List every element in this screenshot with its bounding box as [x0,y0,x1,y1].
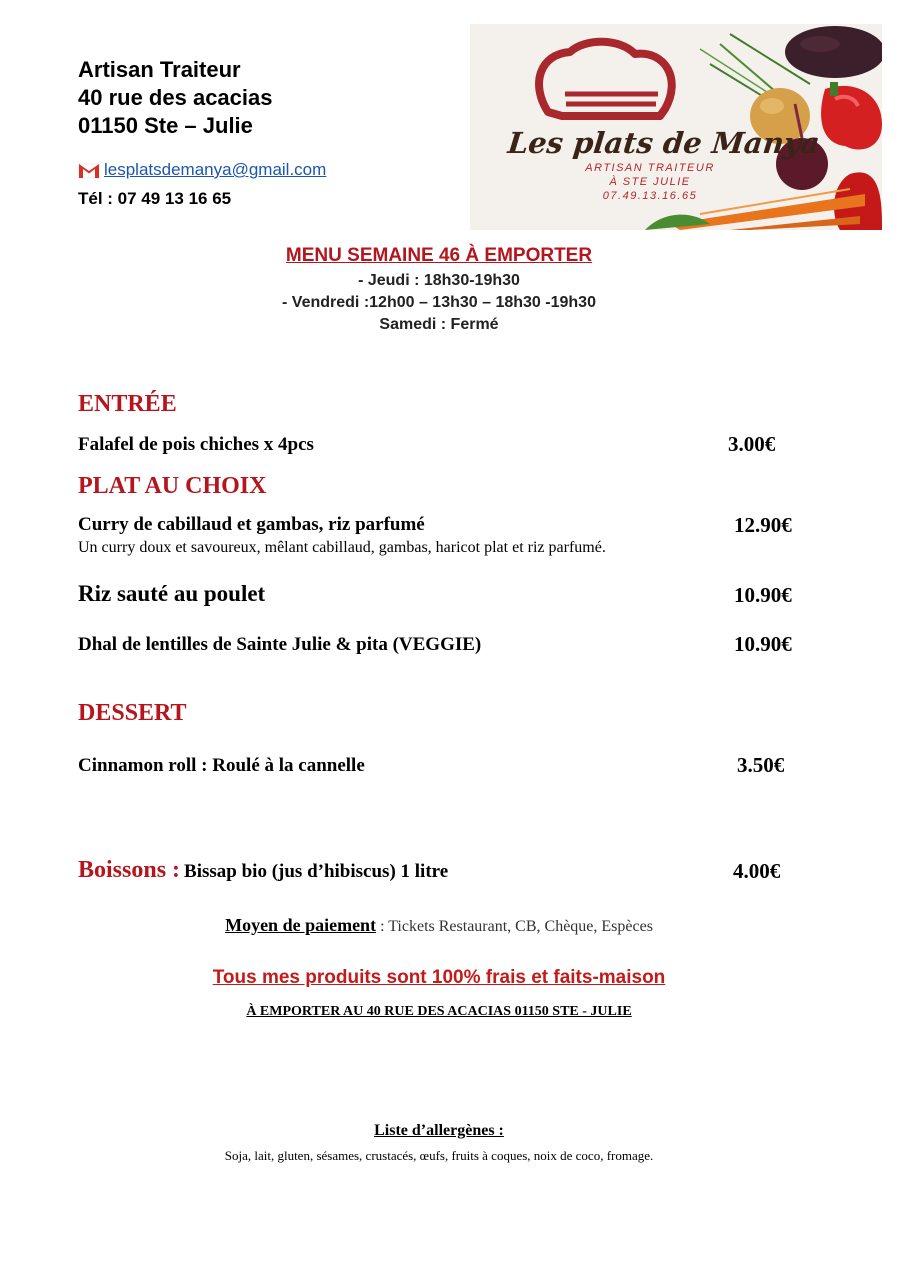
street-address: 40 rue des acacias [78,85,273,110]
logo-phone: 07.49.13.16.65 [602,190,698,202]
payment-methods [0,915,878,936]
city-address: 01150 Ste – Julie [78,113,253,138]
gmail-icon [78,161,100,179]
allergens-list: Soja, lait, gluten, sésames, crustacés, œufs, fruits à coques, noix de coco, fromage. [224,1148,654,1163]
payment-values: : Tickets Restaurant, CB, Chèque, Espèces [376,918,653,935]
item-cinnamon-price: 3.50€ [737,753,785,777]
fresh-products-note: Tous mes produits sont 100% frais et faits-maison [212,967,666,988]
payment-label: Moyen de paiement [225,915,377,935]
section-entree: ENTRÉE [78,391,177,417]
item-cinnamon-name: Cinnamon roll : Roulé à la cannelle [78,755,365,776]
logo-title: Les plats de Manya [506,126,822,160]
logo-location: À STE JULIE [609,176,691,188]
item-bissap-name: Bissap bio (jus d’hibiscus) 1 litre [184,861,449,882]
email-row [78,160,326,180]
item-curry-name: Curry de cabillaud et gambas, riz parfumé [78,514,425,535]
item-curry-description: Un curry doux et savoureux, mêlant cabillaud, gambas, haricot plat et riz parfumé. [78,539,606,556]
logo-subtitle: ARTISAN TRAITEUR [585,162,715,174]
menu-title: MENU SEMAINE 46 À EMPORTER [285,245,593,266]
item-riz-name: Riz sauté au poulet [78,581,266,606]
item-bissap-price: 4.00€ [733,859,781,883]
business-type: Artisan Traiteur [78,57,241,82]
pickup-address: À EMPORTER AU 40 RUE DES ACACIAS 01150 STE - JULIE [246,1004,632,1019]
item-dhal-price: 10.90€ [734,632,792,656]
item-falafel-name: Falafel de pois chiches x 4pcs [78,434,314,455]
phone-number: Tél : 07 49 13 16 65 [78,189,232,208]
drinks-row [78,857,448,884]
item-riz-price: 10.90€ [734,583,792,607]
item-curry-price: 12.90€ [734,513,792,537]
section-boissons: Boissons : [78,857,181,883]
section-dessert: DESSERT [78,700,187,726]
email-link[interactable]: lesplatsdemanya@gmail.com [104,160,327,179]
address-block [78,56,272,140]
hours-friday: - Vendredi :12h00 – 13h30 – 18h30 -19h30 [282,294,596,311]
section-plat: PLAT AU CHOIX [78,473,267,499]
allergens-title: Liste d’allergènes : [374,1122,504,1139]
brand-logo [470,24,882,230]
item-dhal-name: Dhal de lentilles de Sainte Julie & pita (VEGGIE) [78,634,482,655]
item-falafel-price: 3.00€ [728,432,776,456]
hours-saturday: Samedi : Fermé [379,316,499,333]
hours-thursday: - Jeudi : 18h30-19h30 [358,272,520,289]
